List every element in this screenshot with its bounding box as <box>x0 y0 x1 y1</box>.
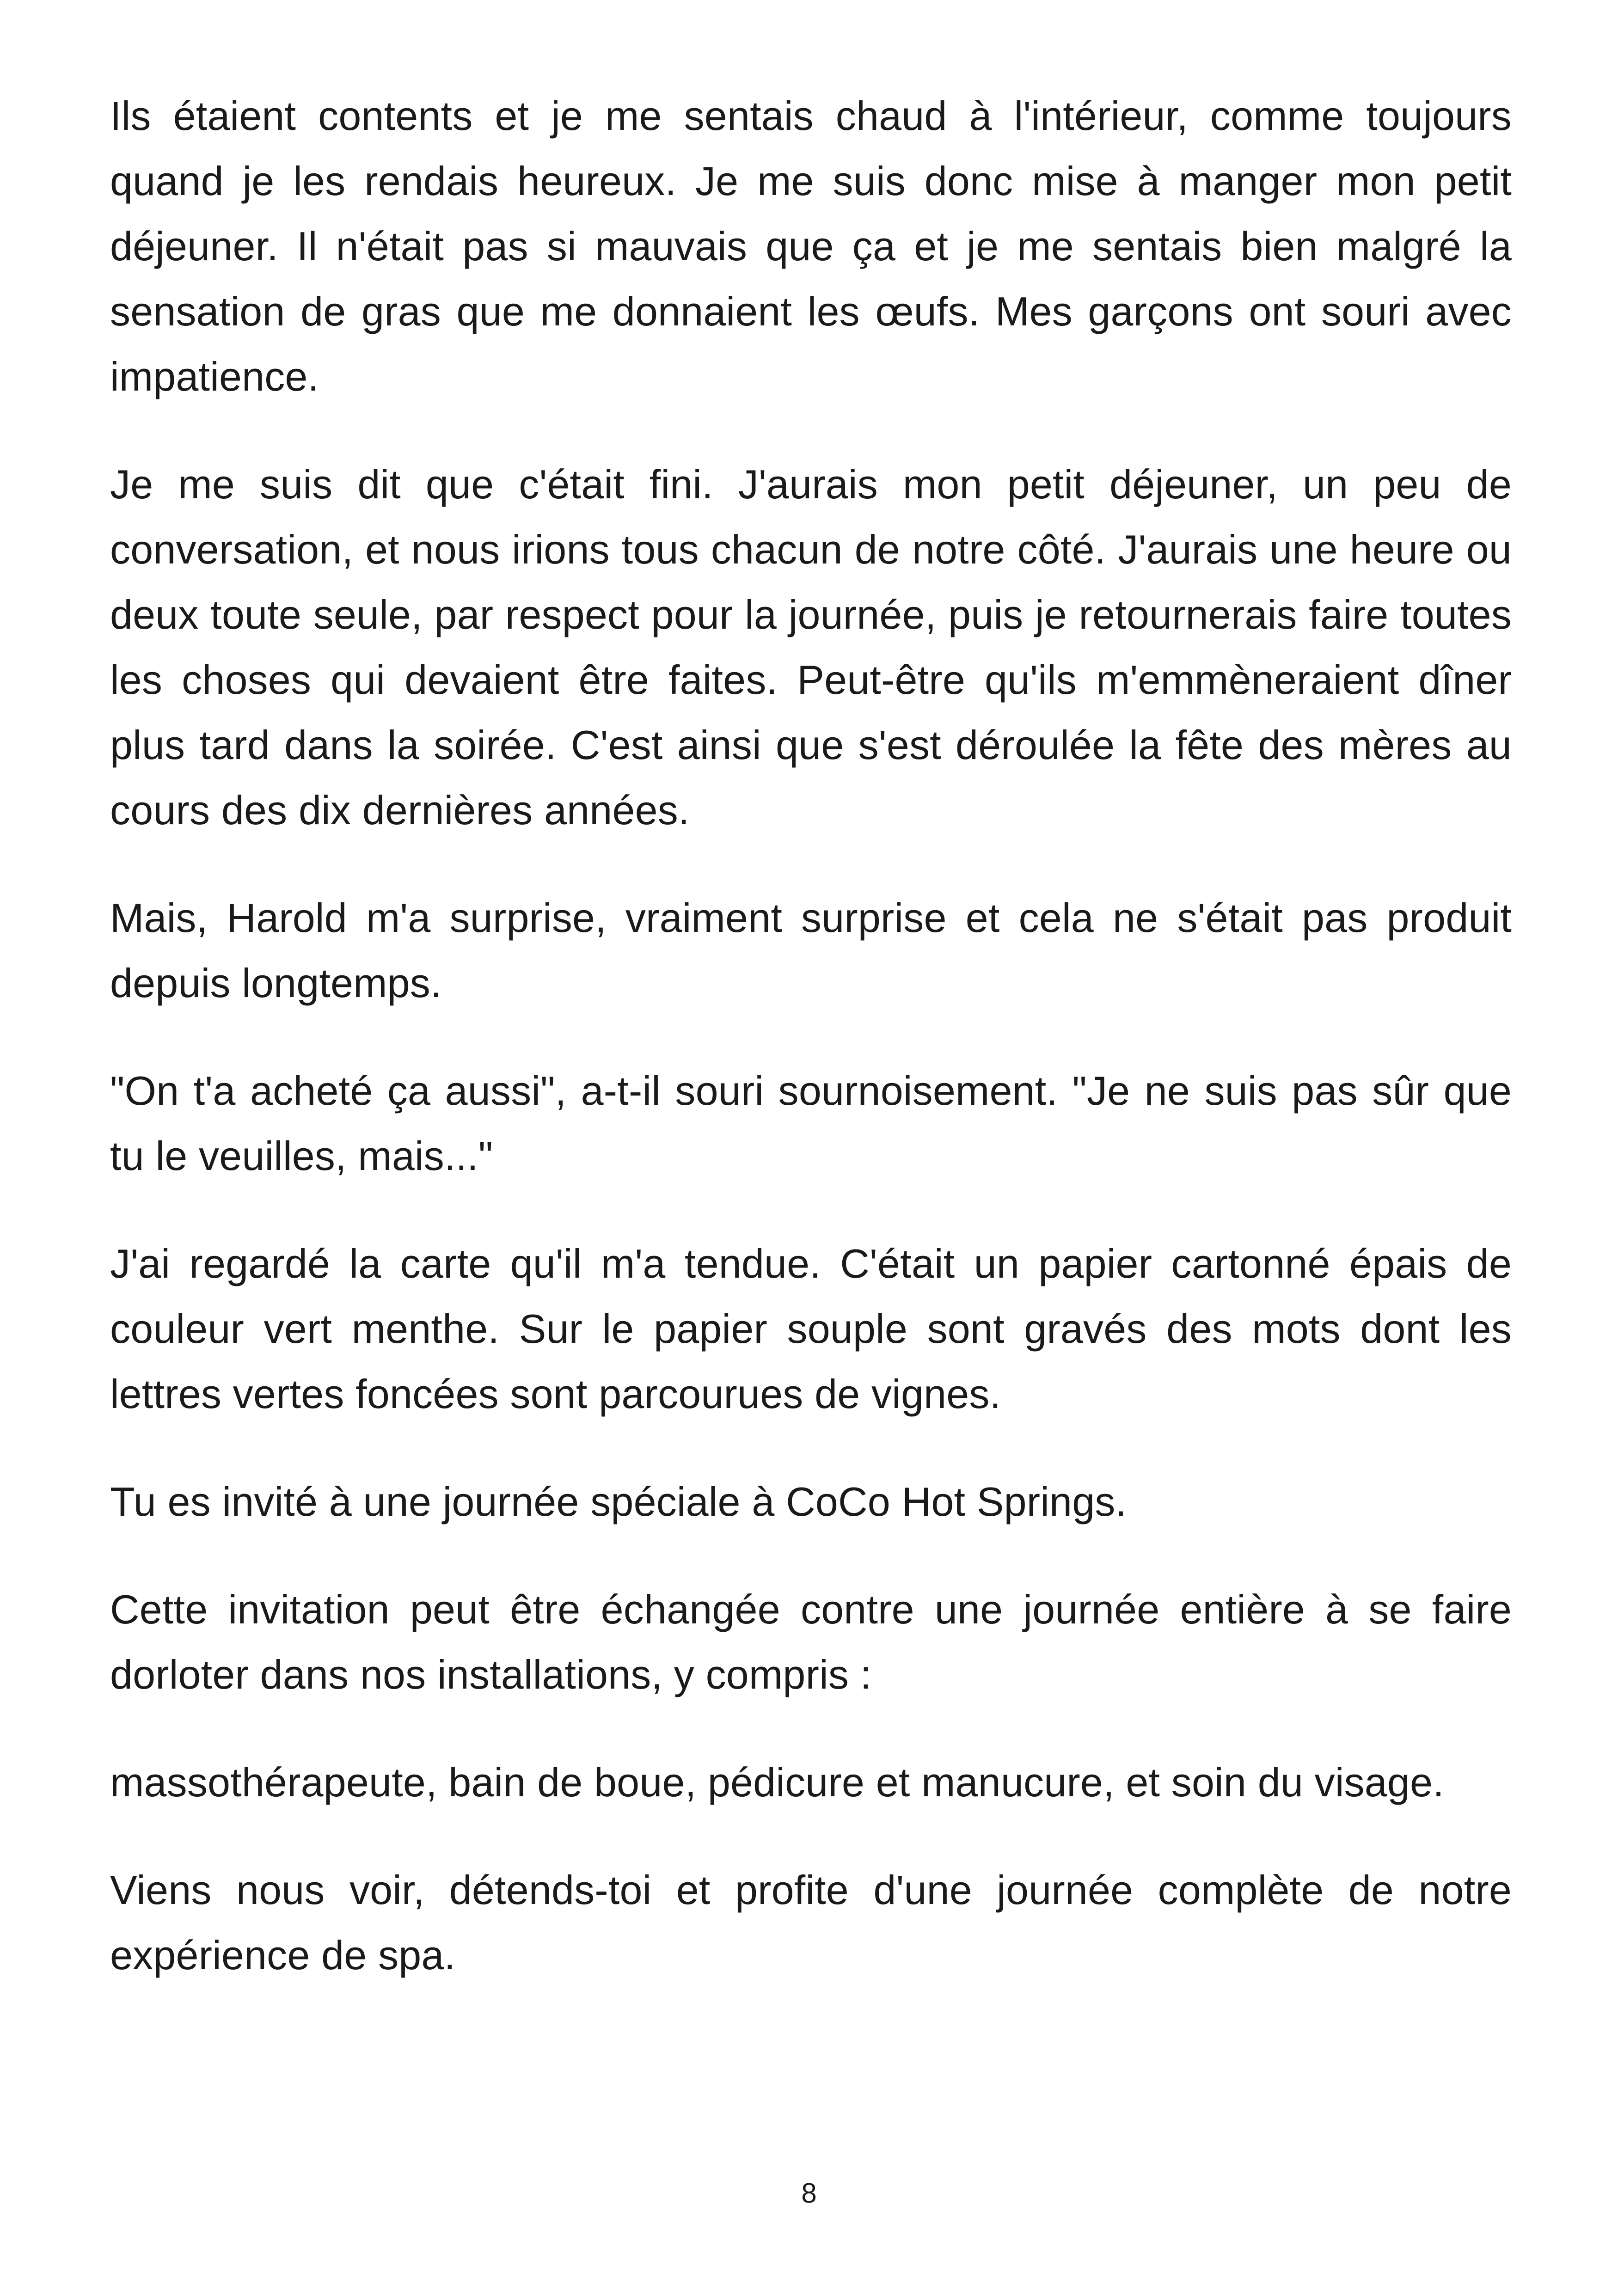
page-number: 8 <box>801 2178 817 2209</box>
paragraph: Tu es invité à une journée spéciale à CoCo Hot Springs. <box>110 1479 1127 1525</box>
paragraph: Je me suis dit que c'était fini. J'aurais mon petit déjeuner, un peu de conversation, et nous irions tous chacun de notre côté. J'aurais une heure ou deux toute seule, par respect pour la journée, puis je retournerais faire toutes les choses qui devaient être faites. Peut-être qu'ils m'emmèneraient dîner plus tard dans la soirée. C'est ainsi que s'est déroulée la fête des mères au cours des dix dernières années. <box>110 461 1512 833</box>
paragraph: massothérapeute, bain de boue, pédicure et manucure, et soin du visage. <box>110 1759 1444 1805</box>
text-body <box>110 83 1512 2030</box>
paragraph: Ils étaient contents et je me sentais chaud à l'intérieur, comme toujours quand je les rendais heureux. Je me suis donc mise à manger mon petit déjeuner. Il n'était pas si mauvais que ça et je me sentais bien malgré la sensation de gras que me donnaient les œufs. Mes garçons ont souri avec impatience. <box>110 93 1512 399</box>
paragraph: J'ai regardé la carte qu'il m'a tendue. C'était un papier cartonné épais de couleur vert menthe. Sur le papier souple sont gravés des mots dont les lettres vertes foncées sont parcourues de vignes. <box>110 1241 1512 1417</box>
paragraph: Cette invitation peut être échangée contre une journée entière à se faire dorloter dans nos installations, y compris : <box>110 1586 1512 1697</box>
paragraph: "On t'a acheté ça aussi", a-t-il souri sournoisement. "Je ne suis pas sûr que tu le veuilles, mais..." <box>110 1068 1512 1179</box>
paragraph: Mais, Harold m'a surprise, vraiment surprise et cela ne s'était pas produit depuis longtemps. <box>110 895 1512 1006</box>
paragraph: Viens nous voir, détends-toi et profite d'une journée complète de notre expérience de spa. <box>110 1867 1512 1978</box>
